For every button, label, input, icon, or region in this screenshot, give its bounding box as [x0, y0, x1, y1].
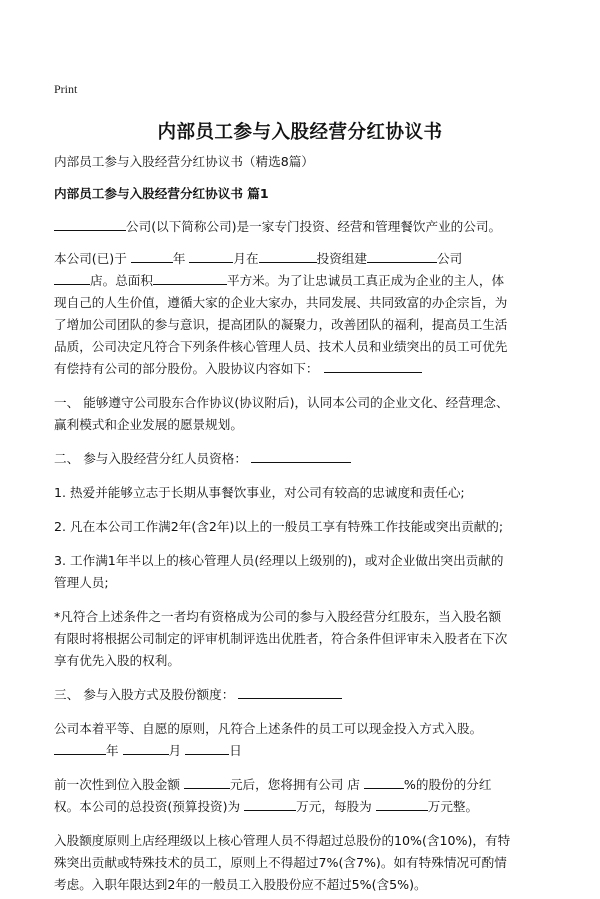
note-line-2: 有限时将根据公司制定的评审机制评选出优胜者，符合条件但评审未入股者在下次 — [54, 631, 508, 646]
blank-deadline-day — [185, 740, 229, 755]
text-segment: 有偿持有公司的部分股份。入股协议内容如下： — [54, 361, 319, 376]
text-segment: 三、 参与入股方式及股份额度： — [54, 687, 235, 702]
blank-share-percent — [364, 774, 404, 789]
qualification-item-3-line-1: 3. 工作满1年半以上的核心管理人员(经理以上级别的)，或对企业做出突出贡献的 — [54, 553, 504, 568]
paragraph-founding-line-4: 了增加公司团队的参与意识，提高团队的凝聚力，改善团队的福利，提高员工生活 — [54, 317, 508, 332]
clause-one-line-2: 赢利模式和企业发展的愿景规划。 — [54, 417, 243, 432]
paragraph-founding-line-5: 品质，公司决定凡符合下列条件核心管理人员、技术人员和业绩突出的员工可优先 — [54, 339, 508, 354]
text-segment: 年 — [172, 251, 190, 266]
qualification-item-2: 2. 凡在本公司工作满2年(含2年)以上的一般员工享有特殊工作技能或突出贡献的; — [54, 519, 504, 534]
text-segment: 万元整。 — [427, 799, 479, 814]
qualification-item-3-line-2: 管理人员; — [54, 575, 109, 590]
blank-share-amount — [238, 684, 342, 699]
document-title: 内部员工参与入股经营分红协议书 — [157, 122, 443, 143]
text-segment: 月在 — [233, 251, 259, 266]
paragraph-founding-line-6 — [54, 358, 554, 380]
paragraph-intro — [54, 216, 554, 238]
clause-one-line-1: 一、 能够遵守公司股东合作协议(协议附后)，认同本公司的企业文化、经营理念、 — [54, 395, 509, 410]
blank-area — [153, 270, 227, 285]
section-heading: 内部员工参与入股经营分红协议书 篇1 — [54, 186, 269, 201]
blank-store — [54, 270, 90, 285]
blank-location — [259, 248, 317, 263]
text-segment: 万元，每股为 — [296, 799, 376, 814]
share-limit-line-2: 殊突出贡献或特殊技术的员工，原则上不得超过7%(含7%)。如有特殊情况可酌情 — [54, 855, 507, 870]
blank-deadline-month — [123, 740, 169, 755]
investment-amount-line-1 — [54, 774, 554, 796]
text-segment: 本公司(已)于 — [54, 251, 131, 266]
blank-total-investment — [244, 796, 296, 811]
text-segment: 店。总面积 — [90, 273, 153, 288]
blank-per-share — [376, 796, 428, 811]
blank-qualification — [251, 448, 351, 463]
blank-year — [131, 248, 173, 263]
blank-investment-amount — [184, 774, 230, 789]
blank-deadline-year — [54, 740, 106, 755]
paragraph-founding-line-1 — [54, 248, 554, 270]
text-segment: 平方米。为了让忠诚员工真正成为企业的主人，体 — [226, 273, 505, 288]
blank-agreement-content — [324, 358, 422, 373]
text-segment: 投资组建 — [316, 251, 367, 266]
paragraph-founding-line-3: 现自己的人生价值，遵循大家的企业大家办，共同发展、共同致富的办企宗旨，为 — [54, 295, 508, 310]
intro-text: 公司(以下简称公司)是一家专门投资、经营和管理餐饮产业的公司。 — [126, 219, 502, 234]
clause-two-heading — [54, 448, 554, 470]
share-limit-line-3: 考虑。入职年限达到2年的一般员工入股股份应不超过5%(含5%)。 — [54, 877, 427, 892]
text-segment: 日 — [229, 743, 242, 758]
share-limit-line-1: 入股额度原则上店经理级以上核心管理人员不得超过总股份的10%(含10%)，有特 — [54, 833, 511, 848]
paragraph-founding-line-2 — [54, 270, 554, 292]
investment-amount-line-2 — [54, 796, 554, 818]
blank-company-name — [54, 216, 126, 231]
print-label: Print — [54, 82, 78, 96]
text-segment: 年 — [106, 743, 123, 758]
document-subtitle: 内部员工参与入股经营分红协议书（精选8篇） — [54, 154, 314, 169]
text-segment: 月 — [168, 743, 186, 758]
text-segment: 前一次性到位入股金额 — [54, 777, 184, 792]
text-segment: %的股份的分红 — [403, 777, 492, 792]
text-segment: 公司 — [436, 251, 463, 266]
blank-month — [189, 248, 233, 263]
clause-three-heading — [54, 684, 554, 706]
investment-method-line-1: 公司本着平等、自愿的原则，凡符合上述条件的员工可以现金投入方式入股。 — [54, 721, 483, 736]
investment-method-line-2 — [54, 740, 554, 762]
text-segment: 权。本公司的总投资(预算投资)为 — [54, 799, 245, 814]
text-segment: 二、 参与入股经营分红人员资格： — [54, 451, 247, 466]
blank-company — [367, 248, 437, 263]
text-segment: 元后，您将拥有公司 店 — [229, 777, 364, 792]
note-line-3: 享有优先入股的权利。 — [54, 653, 180, 668]
qualification-item-1: 1. 热爱并能够立志于长期从事餐饮事业，对公司有较高的忠诚度和责任心; — [54, 485, 465, 500]
note-line-1: *凡符合上述条件之一者均有资格成为公司的参与入股经营分红股东，当入股名额 — [54, 609, 502, 624]
